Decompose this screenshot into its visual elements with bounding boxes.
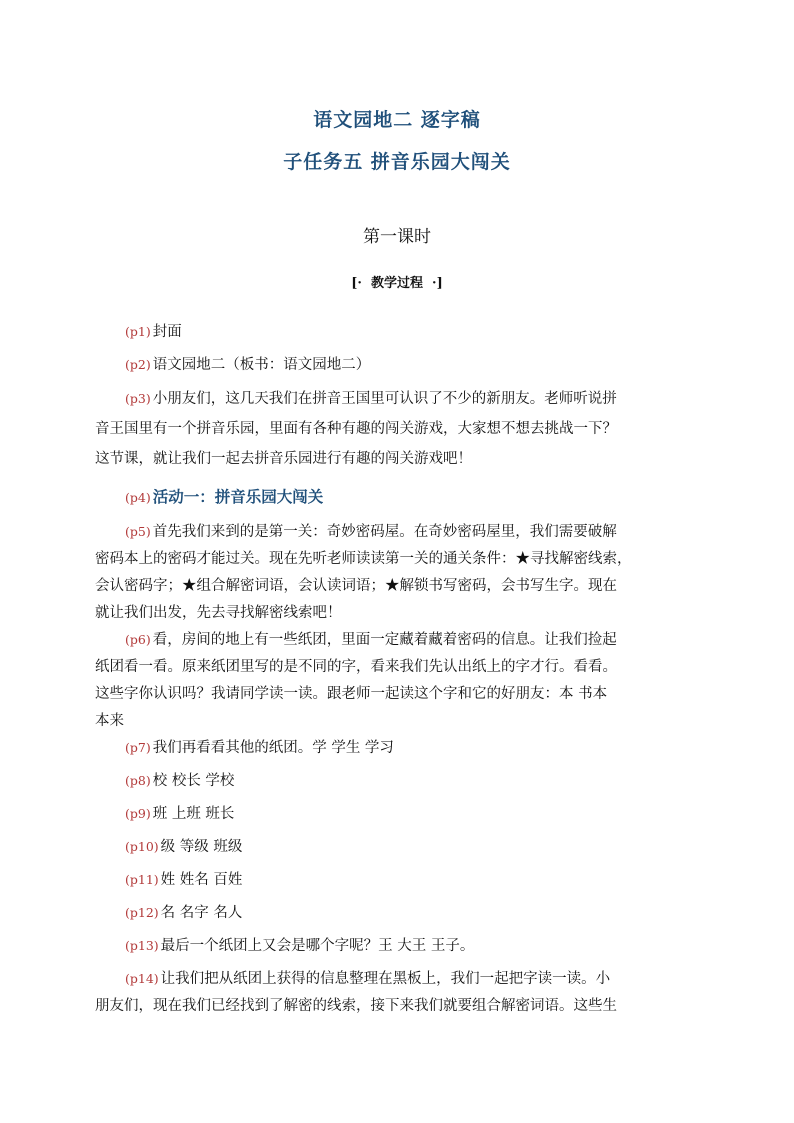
paragraph-p6	[95, 626, 685, 735]
page-tag: (p4)	[125, 490, 151, 505]
page-tag: (p9)	[125, 806, 151, 821]
paragraph-p4	[95, 484, 685, 512]
document-title: 语文园地二 逐字稿	[313, 109, 481, 131]
paragraph-text: 最后一个纸团上又会是哪个字呢？王 大王 王子。	[160, 938, 475, 954]
paragraph-text: 这些字你认识吗？我请同学读一读。跟老师一起读这个字和它的好朋友：本 书本	[95, 686, 608, 702]
page-tag: (p12)	[125, 905, 159, 920]
paragraph-p14	[95, 965, 685, 1020]
paragraph-text: 密码本上的密码才能过关。现在先听老师读读第一关的通关条件：★寻找解密线索，	[95, 551, 632, 567]
paragraph-text: 会认密码字；★组合解密词语，会认读词语；★解锁书写密码，会书写生字。现在	[95, 578, 617, 594]
paragraph-text: 纸团看一看。原来纸团里写的是不同的字，看来我们先认出纸上的字才行。看看。	[95, 659, 617, 675]
paragraph-text: 我们再看看其他的纸团。学 学生 学习	[152, 740, 394, 756]
paragraph-p7	[95, 734, 685, 762]
page-tag: (p5)	[125, 524, 151, 539]
paragraph-p1	[95, 318, 685, 346]
process-heading: [· 教学过程 ·]	[351, 276, 443, 291]
paragraph-text: 音王国里有一个拼音乐园，里面有各种有趣的闯关游戏，大家想不想去挑战一下？	[95, 421, 617, 437]
paragraph-p11	[95, 866, 685, 894]
paragraph-text: 名 名字 名人	[160, 905, 243, 921]
page-tag: (p11)	[125, 872, 159, 887]
page-tag: (p3)	[125, 391, 151, 406]
paragraph-text: 姓 姓名 百姓	[160, 872, 243, 888]
paragraph-text: 让我们把从纸团上获得的信息整理在黑板上，我们一起把字读一读。小	[160, 971, 611, 987]
paragraph-p2	[95, 351, 685, 379]
page-tag: (p10)	[125, 839, 159, 854]
paragraph-text: 本来	[95, 713, 124, 729]
page-tag: (p1)	[125, 324, 151, 339]
paragraph-text: 班 上班 班长	[152, 806, 235, 822]
paragraph-text: 校 校长 学校	[152, 773, 235, 789]
paragraph-p8	[95, 767, 685, 795]
activity-heading: 活动一：拼音乐园大闯关	[152, 488, 324, 506]
document-subtitle: 子任务五 拼音乐园大闯关	[283, 151, 511, 173]
page-tag: (p14)	[125, 971, 159, 986]
paragraph-text: 就让我们出发，先去寻找解密线索吧！	[95, 605, 342, 621]
paragraph-text: 级 等级 班级	[160, 839, 243, 855]
page-tag: (p13)	[125, 938, 159, 953]
paragraph-text: 朋友们，现在我们已经找到了解密的线索，接下来我们就要组合解密词语。这些生	[95, 998, 617, 1014]
session-heading: 第一课时	[363, 227, 431, 247]
page-tag: (p6)	[125, 632, 151, 647]
paragraph-text: 小朋友们，这几天我们在拼音王国里可认识了不少的新朋友。老师听说拼	[152, 391, 617, 407]
paragraph-text: 这节课，就让我们一起去拼音乐园进行有趣的闯关游戏吧！	[95, 451, 472, 467]
paragraph-p10	[95, 833, 685, 861]
paragraph-text: 首先我们来到的是第一关：奇妙密码屋。在奇妙密码屋里，我们需要破解	[152, 524, 617, 540]
paragraph-text: 封面	[152, 324, 182, 340]
paragraph-p5	[95, 518, 685, 627]
paragraph-p9	[95, 800, 685, 828]
paragraph-p13	[95, 932, 685, 960]
paragraph-text: 语文园地二（板书：语文园地二）	[152, 357, 371, 373]
page-tag: (p8)	[125, 773, 151, 788]
paragraph-text: 看，房间的地上有一些纸团，里面一定藏着藏着密码的信息。让我们捡起	[152, 632, 617, 648]
paragraph-p3	[95, 385, 685, 473]
paragraph-p12	[95, 899, 685, 927]
page-tag: (p2)	[125, 357, 151, 372]
page-tag: (p7)	[125, 740, 151, 755]
